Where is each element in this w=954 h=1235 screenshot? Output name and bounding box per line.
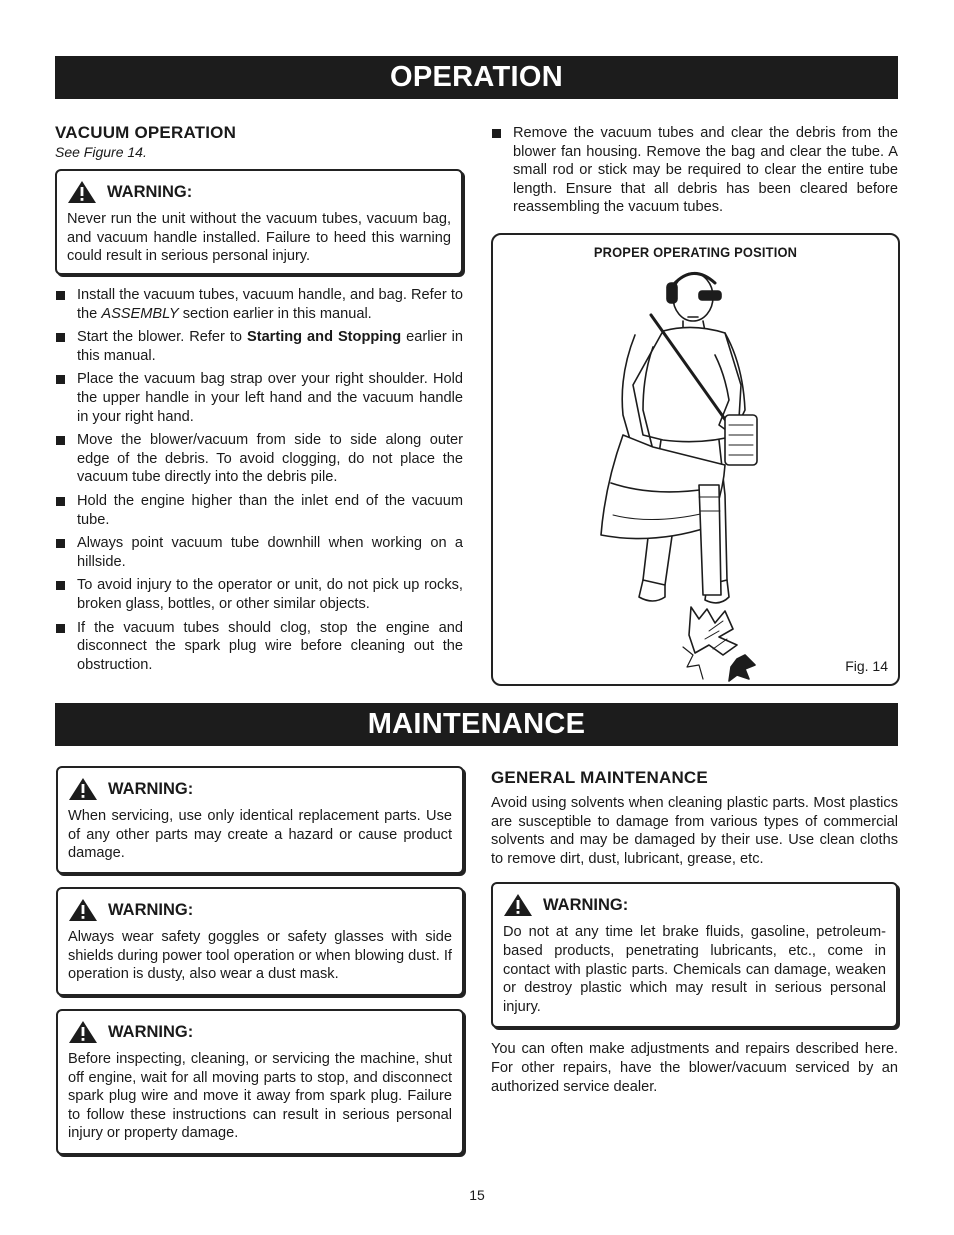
general-maintenance-title: GENERAL MAINTENANCE [491, 768, 708, 787]
warning-body: Before inspecting, cleaning, or servicing the machine, shut off engine, wait for all moving parts to stop, and disconnect spark plug wire and move it away from spark plug. Failure to follow these instructions can result in serious personal injury or property damage. [68, 1051, 452, 1142]
list-item: Install the vacuum tubes, vacuum handle, and bag. Refer to the ASSEMBLY section earlier in this manual. [55, 286, 463, 323]
vacuum-steps-list [55, 286, 463, 674]
bullet-square-icon [56, 624, 65, 633]
warning-triangle-icon [68, 1020, 98, 1044]
warning-box-safety-goggles [56, 887, 464, 996]
operation-banner: OPERATION [55, 56, 898, 99]
list-item: Move the blower/vacuum from side to side along outer edge of the debris. To avoid clogging, do not place the vacuum tube directly into the debris pile. [55, 431, 463, 487]
figure-14 [491, 233, 900, 686]
vacuum-operation-section [55, 123, 463, 679]
vacuum-warning-box [55, 169, 463, 275]
maintenance-banner: MAINTENANCE [55, 703, 898, 746]
bullet-square-icon [56, 333, 65, 342]
bullet-square-icon [56, 291, 65, 300]
right-bullet-section [491, 124, 898, 222]
bullet-square-icon [56, 436, 65, 445]
list-item: If the vacuum tubes should clog, stop the engine and disconnect the spark plug wire before cleaning out the obstruction. [55, 619, 463, 675]
warning-title: WARNING: [543, 895, 629, 914]
operator-illustration [493, 235, 897, 683]
warning-title: WARNING: [108, 1022, 194, 1041]
bullet-square-icon [56, 497, 65, 506]
warning-triangle-icon [68, 777, 98, 801]
maintenance-warnings [56, 766, 464, 1155]
bullet-square-icon [56, 539, 65, 548]
bullet-square-icon [492, 129, 501, 138]
warning-triangle-icon [67, 180, 97, 204]
figure-label: Fig. 14 [845, 658, 888, 674]
warning-title: WARNING: [108, 900, 194, 919]
warning-box-chemicals [491, 882, 898, 1028]
closing-paragraph: You can often make adjustments and repairs described here. For other repairs, have the blower/vacuum serviced by an authorized service dealer. [491, 1041, 898, 1095]
warning-triangle-icon [68, 898, 98, 922]
list-item: Remove the vacuum tubes and clear the debris from the blower fan housing. Remove the bag and clear the tube. A small rod or stick may be required to clear the entire tube length. Ensure that all debris has been cleared before reassembling the vacuum tubes. [491, 124, 898, 217]
list-item: To avoid injury to the operator or unit, do not pick up rocks, broken glass, bottles, or other similar objects. [55, 576, 463, 613]
general-maintenance-section [491, 768, 898, 1096]
page-number: 15 [469, 1187, 485, 1203]
warning-body: Always wear safety goggles or safety glasses with side shields during power tool operation or when blowing dust. If operation is dusty, also wear a dust mask. [68, 929, 452, 983]
warning-title: WARNING: [107, 182, 193, 201]
general-maintenance-body: Avoid using solvents when cleaning plastic parts. Most plastics are susceptible to damage from various types of commercial solvents and may be damaged by their use. Use clean cloths to remove dirt, dust, lubricant, grease, etc. [491, 795, 898, 867]
bullet-square-icon [56, 581, 65, 590]
vacuum-operation-title: VACUUM OPERATION [55, 123, 237, 142]
bullet-square-icon [56, 375, 65, 384]
list-item: Always point vacuum tube downhill when working on a hillside. [55, 534, 463, 571]
list-item: Place the vacuum bag strap over your right shoulder. Hold the upper handle in your left hand and the vacuum handle in your right hand. [55, 370, 463, 426]
warning-triangle-icon [503, 893, 533, 917]
warning-box-replacement-parts [56, 766, 464, 874]
warning-body: When servicing, use only identical replacement parts. Use of any other parts may create a hazard or cause product damage. [68, 808, 452, 862]
warning-box-servicing [56, 1009, 464, 1155]
list-item: Start the blower. Refer to Starting and Stopping earlier in this manual. [55, 328, 463, 365]
warning-body: Do not at any time let brake fluids, gasoline, petroleum-based products, penetrating lubricants, etc., come in contact with plastic parts. Chemicals can damage, weaken or destroy plastic which may result in serious personal injury. [503, 924, 886, 1015]
list-item: Hold the engine higher than the inlet end of the vacuum tube. [55, 492, 463, 529]
see-figure-note: See Figure 14. [55, 144, 147, 160]
warning-title: WARNING: [108, 779, 194, 798]
figure-title: PROPER OPERATING POSITION [593, 244, 798, 260]
warning-body: Never run the unit without the vacuum tubes, vacuum bag, and vacuum handle installed. Failure to heed this warning could result in serious personal injury. [67, 211, 451, 265]
